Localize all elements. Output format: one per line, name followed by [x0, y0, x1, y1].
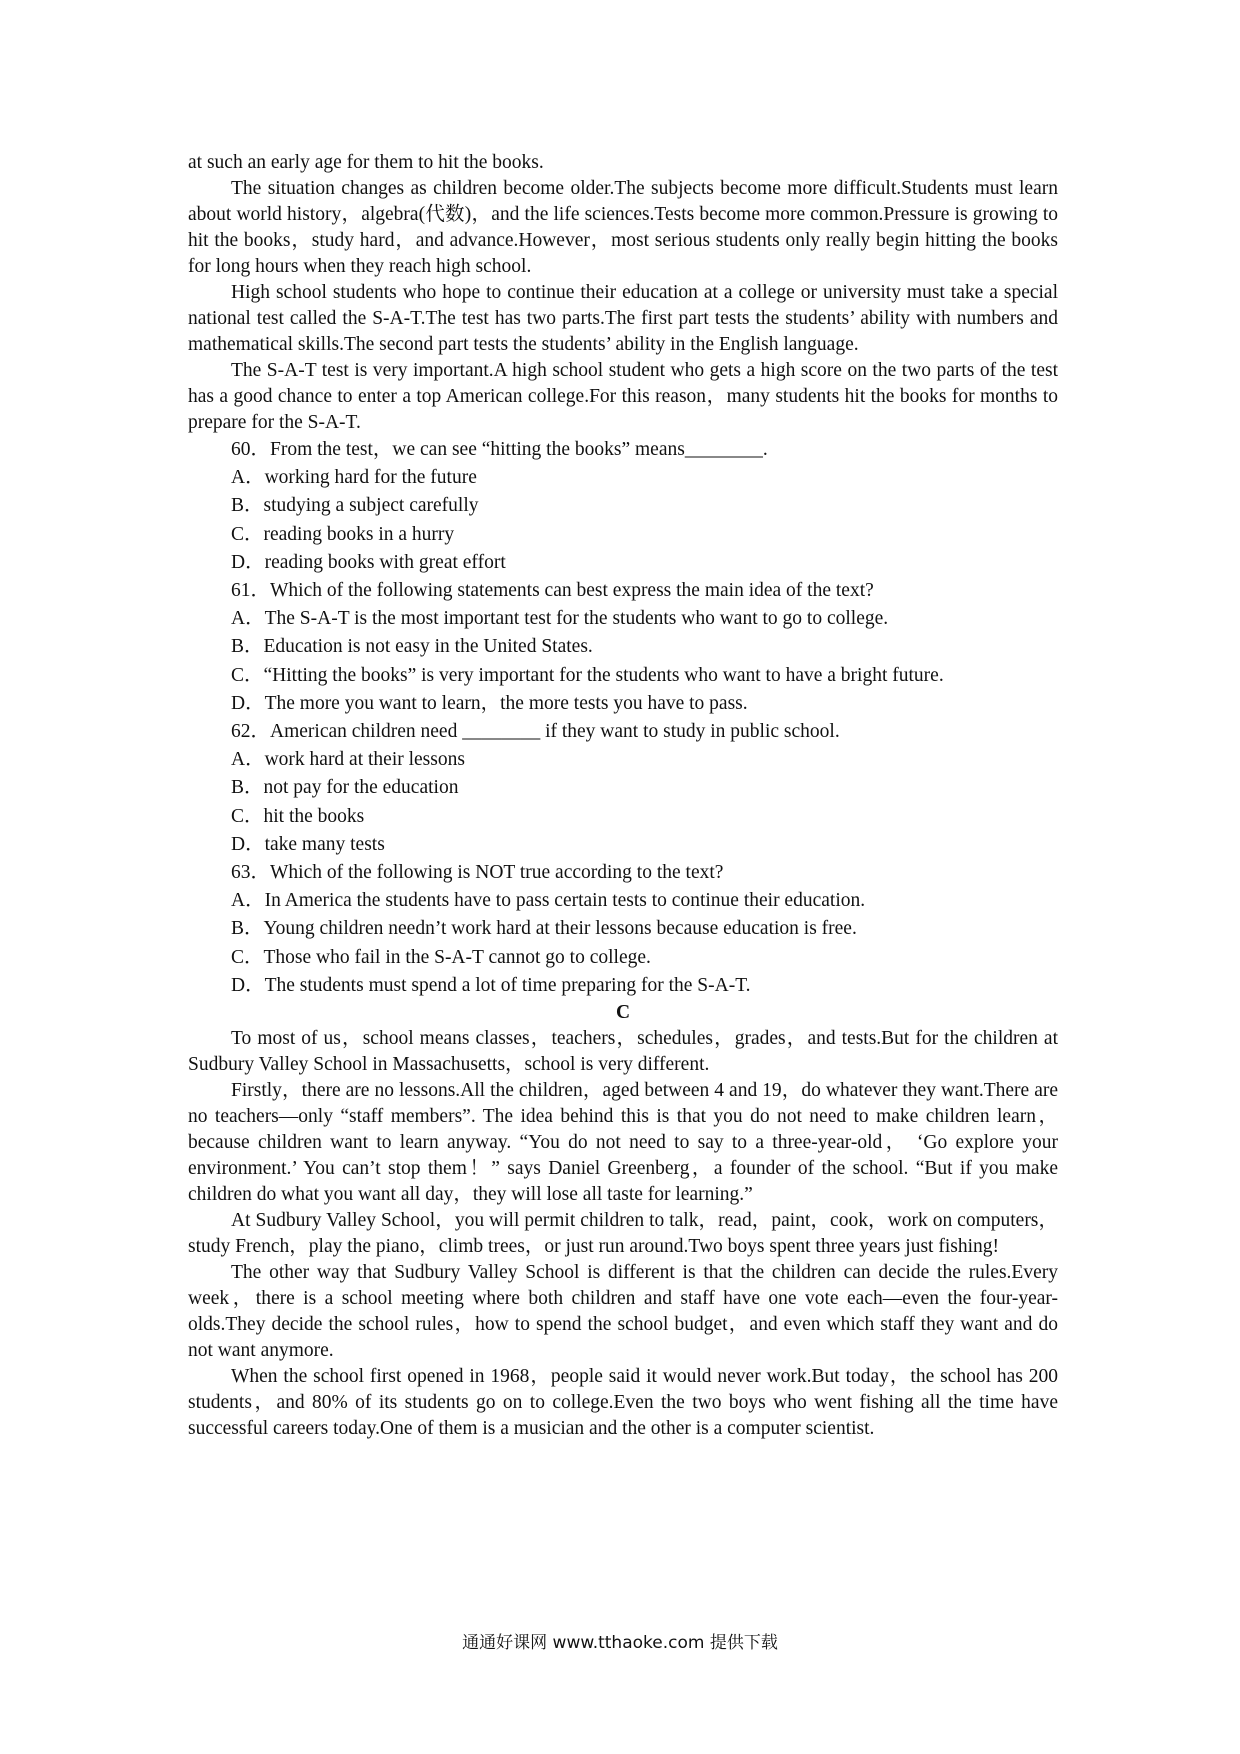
passage-b-paragraph-0: at such an early age for them to hit the books.: [188, 152, 544, 173]
section-heading: C: [615, 1002, 631, 1024]
question-stem: 62．American children need ________ if they want to study in public school.: [231, 721, 840, 743]
option-d: D．reading books with great effort: [231, 551, 506, 573]
option-c: C．“Hitting the books” is very important for the students who want to have a bright future.: [231, 664, 944, 686]
question-62: [188, 718, 1058, 859]
option-c: C．Those who fail in the S-A-T cannot go to college.: [231, 946, 651, 968]
option-a: A．The S-A-T is the most important test for the students who want to go to college.: [231, 608, 889, 630]
option-a: A．working hard for the future: [231, 467, 477, 489]
question-stem: 61．Which of the following statements can best express the main idea of the text?: [231, 580, 874, 602]
question-61: [188, 577, 1058, 718]
option-b: B．studying a subject carefully: [231, 495, 479, 517]
passage-c-paragraph-5: When the school first opened in 1968，people said it would never work.But today，the school has 200 students，and 80% of its students go on to college.Even the two boys who went fishing all the time have successful careers today.One of them is a musician and the other is a computer scientist.: [188, 1366, 1058, 1440]
document-body: [188, 150, 1058, 1442]
option-a: A．In America the students have to pass certain tests to continue their education.: [231, 890, 866, 912]
option-d: D．The students must spend a lot of time preparing for the S-A-T.: [231, 974, 751, 996]
passage-c-paragraph-1: To most of us，school means classes，teachers，schedules，grades，and tests.But for the children at Sudbury Valley School in Massachusetts，school is very different.: [188, 1028, 1058, 1076]
option-c: C．reading books in a hurry: [231, 523, 455, 545]
option-a: A．work hard at their lessons: [231, 749, 465, 771]
passage-c-paragraph-4: The other way that Sudbury Valley School is different is that the children can decide the rules.Every week，there is a school meeting where both children and staff have one vote each—even the four-year-olds.They decide the school rules，how to spend the school budget，and even which staff they want and do not want anymore.: [188, 1262, 1058, 1362]
option-c: C．hit the books: [231, 805, 365, 827]
option-b: B．Young children needn’t work hard at their lessons because education is free.: [231, 918, 857, 940]
question-stem: 63．Which of the following is NOT true according to the text?: [231, 862, 724, 884]
question-60: [188, 436, 1058, 577]
passage-b-paragraph-3: The S-A-T test is very important.A high school student who gets a high score on the two parts of the test has a good chance to enter a top American college.For this reason，many students hit the books for months to prepare for the S-A-T.: [188, 360, 1058, 433]
passage-c-paragraph-2: Firstly，there are no lessons.All the children，aged between 4 and 19，do whatever they want.There are no teachers—only “staff members”. The idea behind this is that you do not need to make children learn，because children want to learn anyway. “You do not need to say to a three-year-old， ‘Go explore your environment.’ You can’t stop them！” says Daniel Greenberg，a founder of the school. “But if you make children do what you want all day，they will lose all taste for learning.”: [188, 1080, 1058, 1206]
passage-c-paragraph-3: At Sudbury Valley School，you will permit children to talk，read，paint，cook，work on computers，study French，play the piano，climb trees，or just run around.Two boys spent three years just fishing!: [188, 1210, 1058, 1258]
question-stem: 60．From the test，we can see “hitting the books” means________.: [231, 439, 768, 460]
passage-b-paragraph-2: High school students who hope to continue their education at a college or university must take a special national test called the S-A-T.The test has two parts.The first part tests the students’ ability with numbers and mathematical skills.The second part tests the students’ ability in the English language.: [188, 282, 1058, 355]
passage-b-paragraph-1: The situation changes as children become older.The subjects become more difficult.Students must learn about world history，algebra(代数)，and the life sciences.Tests become more common.Pressure is growing to hit the books，study hard，and advance.However，most serious students only really begin hitting the books for long hours when they reach high school.: [188, 178, 1058, 277]
option-d: D．The more you want to learn，the more tests you have to pass.: [231, 692, 748, 714]
option-b: B．Education is not easy in the United States.: [231, 636, 593, 658]
option-b: B．not pay for the education: [231, 777, 459, 799]
question-63: [188, 859, 1058, 1000]
option-d: D．take many tests: [231, 833, 385, 855]
page-footer: 通通好课网 www.tthaoke.com 提供下载: [462, 1633, 778, 1653]
